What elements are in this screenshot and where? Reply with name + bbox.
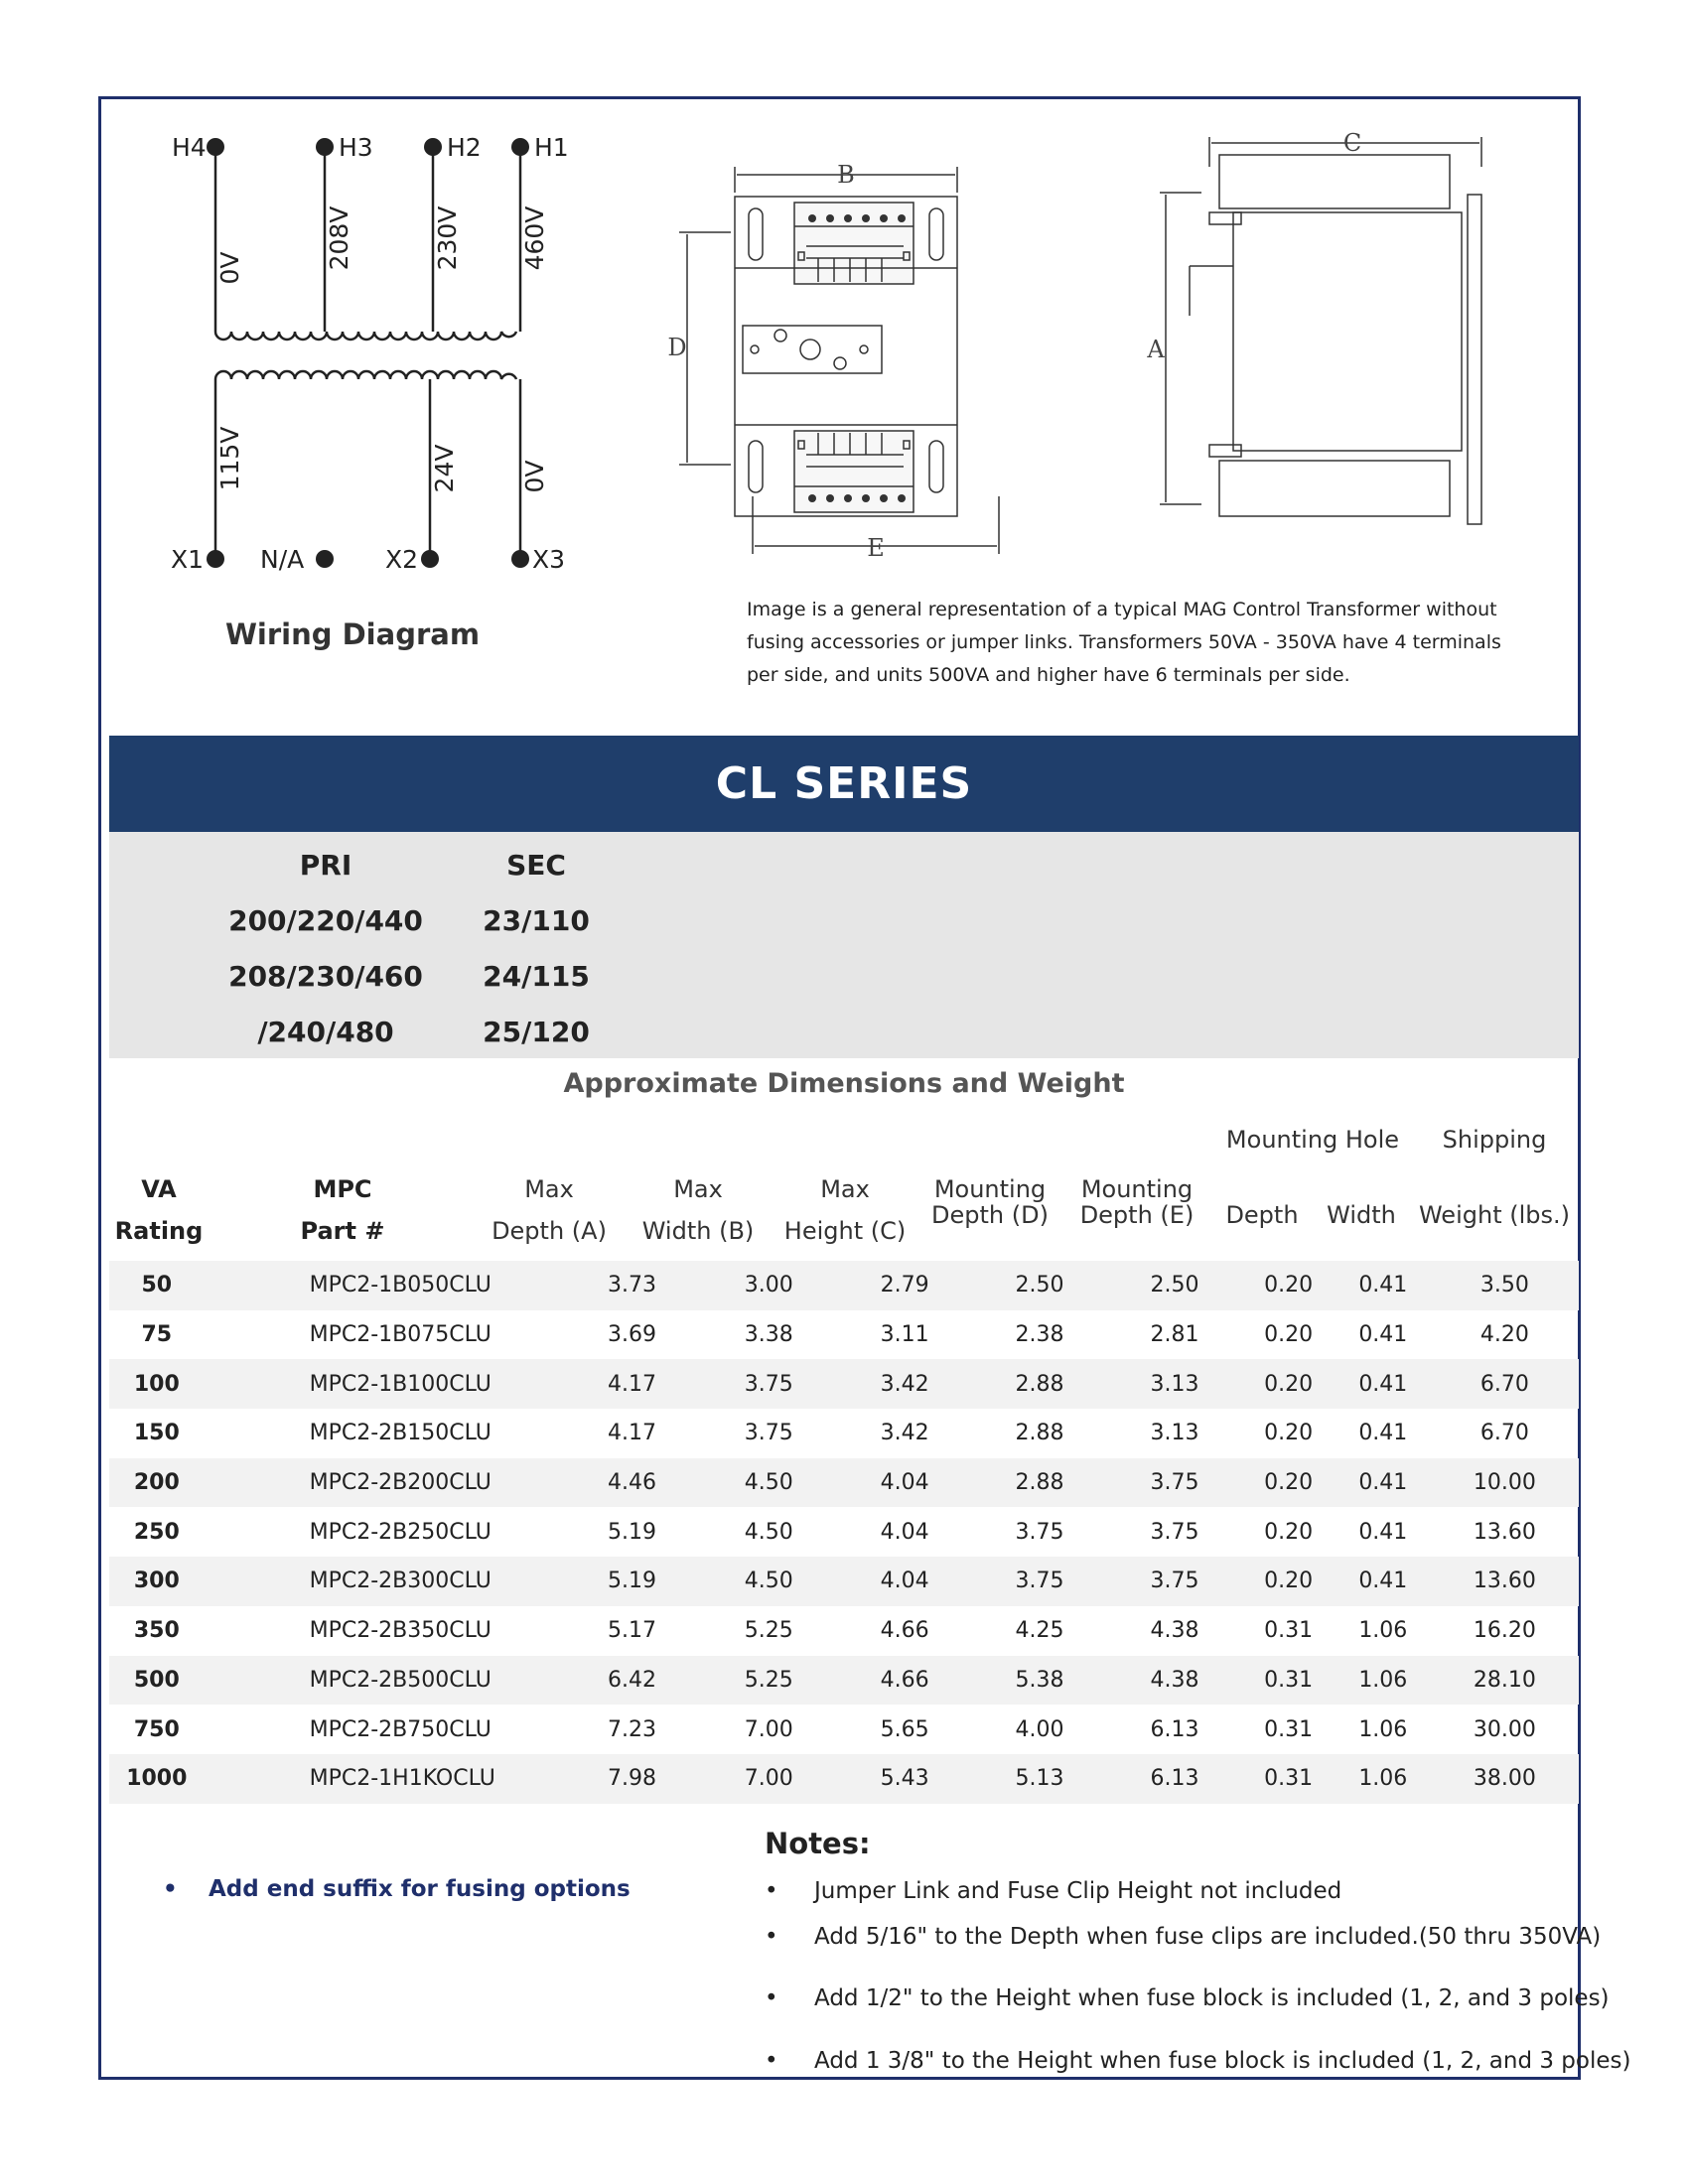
bullet-icon: • (765, 2048, 778, 2074)
table-cell-part: MPC2-1B050CLU (205, 1261, 564, 1310)
sec-value: 24/115 (483, 960, 590, 993)
table-cell-depth-a: 4.17 (607, 1421, 656, 1446)
table-row (109, 1359, 1579, 1409)
table-cell-depth-d: 4.25 (1015, 1618, 1064, 1644)
header-depth-a: Depth (A) (492, 1217, 607, 1245)
note-item (765, 1924, 1601, 1950)
table-row (109, 1557, 1579, 1606)
drawing-caption (747, 594, 1501, 692)
table-cell-depth-d: 2.50 (972, 1261, 1108, 1310)
table-cell-weight: 4.20 (1479, 1322, 1529, 1348)
notes-title: Notes: (765, 1827, 871, 1860)
table-cell-width-b: 5.25 (700, 1656, 838, 1706)
table-cell-hole-width: 1.06 (1336, 1754, 1431, 1804)
table-cell-depth-a: 3.69 (607, 1322, 656, 1348)
table-cell-part: MPC2-2B350CLU (309, 1618, 492, 1644)
table-cell-hole-depth: 0.20 (1242, 1261, 1336, 1310)
table-cell-part: MPC2-2B500CLU (205, 1656, 564, 1706)
table-cell-va: 350 (133, 1618, 180, 1644)
table-cell-depth-e: 3.75 (1150, 1519, 1199, 1545)
pri-header: PRI (299, 849, 352, 882)
table-cell-hole-width: 0.41 (1336, 1359, 1431, 1409)
table-cell-depth-e: 3.13 (1150, 1421, 1199, 1446)
header-part: Part # (300, 1217, 385, 1245)
table-row (109, 1754, 1579, 1804)
note-item (765, 1878, 1341, 1904)
table-cell-depth-d: 5.38 (972, 1656, 1108, 1706)
table-cell-part: MPC2-2B150CLU (309, 1421, 492, 1446)
table-cell-depth-a: 7.23 (607, 1716, 656, 1742)
table-cell-weight: 3.50 (1431, 1261, 1579, 1310)
header-rating: Rating (114, 1217, 204, 1245)
table-cell-depth-e: 3.75 (1107, 1557, 1241, 1606)
bullet-icon: • (765, 1878, 778, 1904)
table-cell-hole-width: 0.41 (1358, 1519, 1408, 1545)
series-title: CL SERIES (109, 736, 1579, 832)
table-cell-part: MPC2-2B300CLU (205, 1557, 564, 1606)
dim-label-e: E (867, 534, 885, 562)
table-cell-depth-d: 2.38 (1015, 1322, 1064, 1348)
table-cell-depth-a: 4.17 (564, 1359, 700, 1409)
dimensions-title: Approximate Dimensions and Weight (563, 1068, 1125, 1099)
label-h3: H3 (339, 133, 373, 162)
voltage-460v: 460V (520, 205, 549, 271)
table-cell-height-c: 5.43 (838, 1754, 972, 1804)
note-text: Jumper Link and Fuse Clip Height not included (814, 1878, 1342, 1904)
table-cell-weight: 28.10 (1431, 1656, 1579, 1706)
pri-value: /240/480 (257, 1016, 394, 1048)
header-max-a: Max (524, 1175, 574, 1203)
transformer-drawing (665, 127, 1519, 564)
suffix-note (163, 1876, 631, 1902)
table-cell-hole-depth: 0.31 (1242, 1754, 1336, 1804)
terminal-x3 (511, 550, 529, 568)
table-cell-va: 50 (109, 1261, 205, 1310)
voltage-table (109, 832, 1579, 1058)
table-cell-height-c: 3.11 (880, 1322, 929, 1348)
table-cell-part: MPC2-1B075CLU (309, 1322, 492, 1348)
table-cell-weight: 6.70 (1479, 1421, 1529, 1446)
table-cell-part: MPC2-1H1KOCLU (205, 1754, 564, 1804)
table-cell-weight: 30.00 (1473, 1716, 1536, 1742)
voltage-24v: 24V (430, 444, 459, 493)
label-h2: H2 (447, 133, 482, 162)
bullet-icon: • (765, 1924, 778, 1950)
table-cell-hole-depth: 0.20 (1242, 1458, 1336, 1508)
label-x3: X3 (532, 545, 566, 574)
table-cell-va: 750 (133, 1716, 180, 1742)
table-cell-depth-e: 4.38 (1150, 1618, 1199, 1644)
terminal-h1 (511, 138, 529, 156)
table-cell-va: 200 (109, 1458, 205, 1508)
table-cell-depth-d: 3.75 (1015, 1519, 1064, 1545)
table-cell-depth-d: 3.75 (972, 1557, 1108, 1606)
table-cell-width-b: 3.38 (744, 1322, 793, 1348)
terminal-h2 (424, 138, 442, 156)
header-width-b: Width (B) (641, 1217, 755, 1245)
table-cell-hole-width: 0.41 (1358, 1421, 1408, 1446)
table-cell-depth-e: 3.13 (1107, 1359, 1241, 1409)
table-cell-va: 500 (109, 1656, 205, 1706)
table-cell-va: 300 (109, 1557, 205, 1606)
table-cell-hole-depth: 0.31 (1264, 1618, 1314, 1644)
table-cell-hole-depth: 0.20 (1264, 1322, 1314, 1348)
sec-value: 23/110 (483, 904, 590, 937)
table-cell-depth-e: 2.81 (1150, 1322, 1199, 1348)
table-cell-hole-width: 1.06 (1358, 1618, 1408, 1644)
header-mounting-d: Mounting (933, 1175, 1047, 1203)
table-cell-depth-e: 6.13 (1150, 1716, 1199, 1742)
table-cell-part: MPC2-2B750CLU (309, 1716, 492, 1742)
caption-line: fusing accessories or jumper links. Transformers 50VA - 350VA have 4 terminals (747, 631, 1501, 653)
label-h4: H4 (172, 133, 207, 162)
table-cell-depth-d: 2.88 (972, 1458, 1108, 1508)
table-cell-hole-width: 1.06 (1336, 1656, 1431, 1706)
table-row (109, 1261, 1579, 1310)
table-cell-depth-a: 3.73 (564, 1261, 700, 1310)
note-text: Add 1 3/8" to the Height when fuse block is included (1, 2, and 3 poles) (814, 2048, 1631, 2074)
voltage-208v: 208V (325, 205, 353, 271)
table-cell-va: 1000 (109, 1754, 205, 1804)
table-cell-hole-depth: 0.20 (1264, 1421, 1314, 1446)
table-cell-hole-depth: 0.31 (1242, 1656, 1336, 1706)
label-x2: X2 (385, 545, 419, 574)
table-cell-depth-d: 2.88 (1015, 1421, 1064, 1446)
sec-header: SEC (506, 849, 566, 882)
caption-line: per side, and units 500VA and higher have 6 terminals per side. (747, 664, 1350, 686)
header-depth-e: Depth (E) (1079, 1201, 1195, 1229)
table-cell-weight: 6.70 (1431, 1359, 1579, 1409)
note-item (765, 1985, 1610, 2011)
table-cell-weight: 10.00 (1431, 1458, 1579, 1508)
table-cell-part: MPC2-1B100CLU (205, 1359, 564, 1409)
table-cell-hole-width: 0.41 (1336, 1557, 1431, 1606)
terminal-na (316, 550, 334, 568)
primary-column (226, 838, 425, 1060)
label-x1: X1 (171, 545, 205, 574)
table-cell-width-b: 7.00 (700, 1754, 838, 1804)
table-cell-depth-d: 2.88 (972, 1359, 1108, 1409)
table-cell-depth-a: 5.17 (607, 1618, 656, 1644)
caption-line: Image is a general representation of a typical MAG Control Transformer without (747, 599, 1497, 620)
table-cell-height-c: 2.79 (838, 1261, 972, 1310)
table-cell-hole-depth: 0.20 (1242, 1359, 1336, 1409)
terminal-x2 (421, 550, 439, 568)
dim-label-b: B (837, 161, 855, 189)
table-cell-depth-a: 5.19 (607, 1519, 656, 1545)
table-cell-depth-e: 2.50 (1107, 1261, 1241, 1310)
table-cell-va: 100 (109, 1359, 205, 1409)
table-cell-width-b: 5.25 (744, 1618, 793, 1644)
table-cell-va: 250 (133, 1519, 180, 1545)
table-cell-height-c: 5.65 (880, 1716, 929, 1742)
voltage-230v: 230V (433, 205, 462, 271)
table-cell-depth-a: 6.42 (564, 1656, 700, 1706)
table-cell-hole-depth: 0.31 (1264, 1716, 1314, 1742)
table-cell-va: 75 (141, 1322, 173, 1348)
header-mounting-e: Mounting (1080, 1175, 1194, 1203)
table-cell-hole-depth: 0.20 (1264, 1519, 1314, 1545)
header-max-b: Max (673, 1175, 723, 1203)
suffix-note-text: Add end suffix for fusing options (209, 1876, 631, 1902)
table-cell-weight: 38.00 (1431, 1754, 1579, 1804)
table-cell-height-c: 3.42 (880, 1421, 929, 1446)
bullet-icon: • (163, 1876, 178, 1902)
table-cell-weight: 16.20 (1473, 1618, 1536, 1644)
table-row (109, 1458, 1579, 1508)
table-cell-height-c: 4.04 (838, 1557, 972, 1606)
dim-label-c: C (1342, 129, 1362, 157)
header-mounting-hole: Mounting Hole (1225, 1126, 1400, 1154)
header-hole-width: Width (1327, 1201, 1396, 1229)
table-row (109, 1705, 1579, 1754)
table-cell-depth-e: 4.38 (1107, 1656, 1241, 1706)
table-cell-width-b: 3.00 (700, 1261, 838, 1310)
secondary-column (457, 838, 616, 1060)
table-cell-depth-a: 4.46 (564, 1458, 700, 1508)
table-cell-height-c: 4.66 (880, 1618, 929, 1644)
dimensions-table (109, 1261, 1579, 1804)
table-cell-hole-depth: 0.20 (1242, 1557, 1336, 1606)
note-text: Add 1/2" to the Height when fuse block is included (1, 2, and 3 poles) (814, 1985, 1610, 2011)
table-cell-hole-width: 1.06 (1358, 1716, 1408, 1742)
note-text: Add 5/16" to the Depth when fuse clips are included.(50 thru 350VA) (814, 1924, 1602, 1950)
table-cell-depth-d: 5.13 (972, 1754, 1108, 1804)
label-na: N/A (260, 545, 305, 574)
table-cell-height-c: 4.04 (838, 1458, 972, 1508)
pri-value: 200/220/440 (228, 904, 423, 937)
voltage-115v: 115V (215, 426, 244, 491)
pri-value: 208/230/460 (228, 960, 423, 993)
table-cell-weight: 13.60 (1473, 1519, 1536, 1545)
table-row (109, 1507, 1579, 1557)
table-cell-width-b: 7.00 (744, 1716, 793, 1742)
table-cell-width-b: 3.75 (744, 1421, 793, 1446)
table-cell-part: MPC2-2B200CLU (205, 1458, 564, 1508)
terminal-h4 (207, 138, 224, 156)
header-hole-depth: Depth (1225, 1201, 1299, 1229)
table-cell-hole-width: 0.41 (1336, 1261, 1431, 1310)
table-cell-part: MPC2-2B250CLU (309, 1519, 492, 1545)
header-max-c: Max (820, 1175, 870, 1203)
dim-label-a: A (1147, 336, 1165, 363)
table-cell-width-b: 4.50 (744, 1519, 793, 1545)
table-cell-hole-width: 0.41 (1358, 1322, 1408, 1348)
table-cell-depth-a: 7.98 (564, 1754, 700, 1804)
table-row (109, 1656, 1579, 1706)
header-height-c: Height (C) (783, 1217, 907, 1245)
label-h1: H1 (534, 133, 569, 162)
table-row (109, 1606, 1579, 1656)
bullet-icon: • (765, 1985, 778, 2011)
voltage-0v-primary: 0V (215, 251, 244, 285)
table-cell-depth-e: 3.75 (1107, 1458, 1241, 1508)
wiring-diagram (159, 119, 596, 586)
table-row (109, 1310, 1579, 1360)
sec-value: 25/120 (483, 1016, 590, 1048)
wiring-diagram-label: Wiring Diagram (224, 617, 481, 651)
table-cell-height-c: 3.42 (838, 1359, 972, 1409)
table-cell-weight: 13.60 (1431, 1557, 1579, 1606)
table-cell-height-c: 4.66 (838, 1656, 972, 1706)
table-cell-width-b: 3.75 (700, 1359, 838, 1409)
note-item (765, 2048, 1630, 2074)
terminal-h3 (316, 138, 334, 156)
table-cell-height-c: 4.04 (880, 1519, 929, 1545)
table-row (109, 1409, 1579, 1458)
header-shipping: Shipping (1442, 1126, 1547, 1154)
table-cell-hole-width: 0.41 (1336, 1458, 1431, 1508)
voltage-0v-secondary: 0V (520, 460, 549, 493)
header-va: VA (141, 1175, 177, 1203)
header-mpc: MPC (313, 1175, 372, 1203)
table-cell-depth-e: 6.13 (1107, 1754, 1241, 1804)
dim-label-d: D (667, 334, 687, 361)
header-depth-d: Depth (D) (931, 1201, 1049, 1229)
table-cell-va: 150 (133, 1421, 180, 1446)
terminal-x1 (207, 550, 224, 568)
table-cell-width-b: 4.50 (700, 1557, 838, 1606)
table-cell-depth-d: 4.00 (1015, 1716, 1064, 1742)
table-cell-width-b: 4.50 (700, 1458, 838, 1508)
header-weight: Weight (lbs.) (1418, 1201, 1570, 1229)
table-cell-depth-a: 5.19 (564, 1557, 700, 1606)
side-view-frame (1233, 212, 1462, 451)
